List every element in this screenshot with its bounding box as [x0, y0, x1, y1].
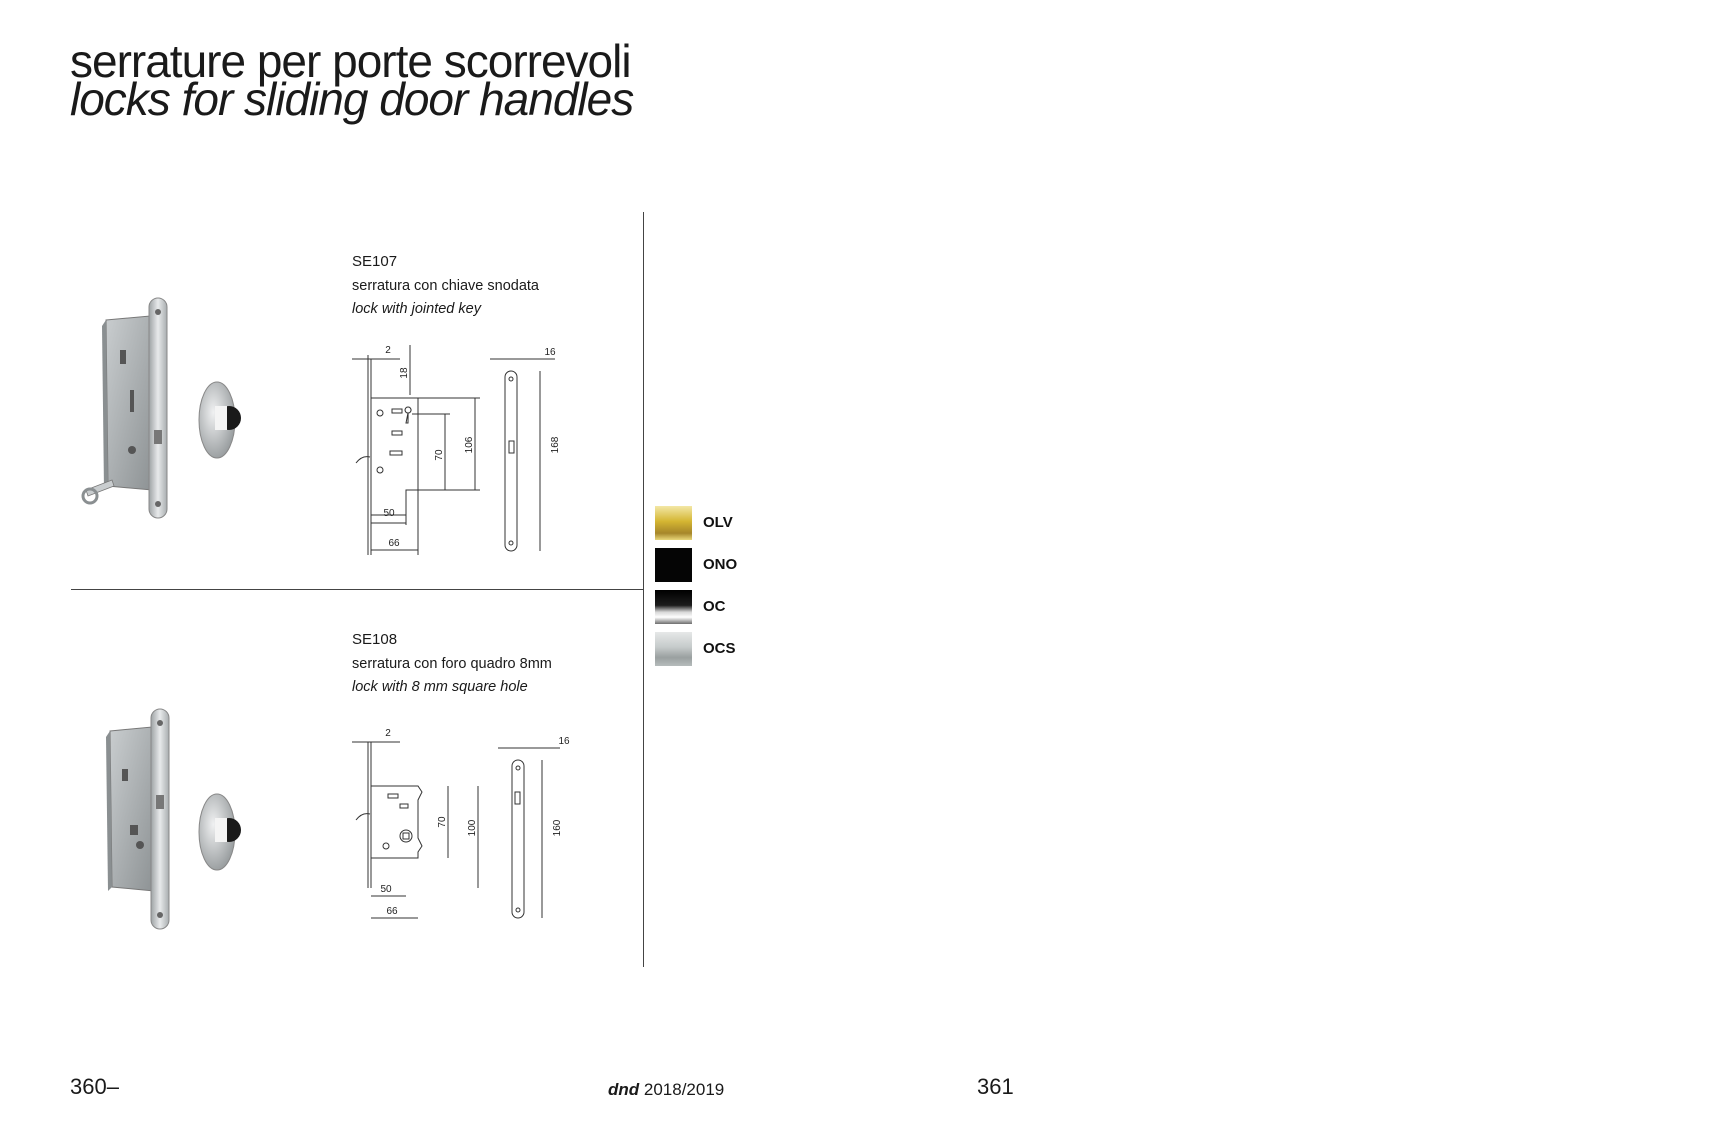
- page-number-left: 360–: [70, 1074, 119, 1099]
- dim-label: 50: [383, 508, 395, 519]
- product-1-pull-handle: [195, 378, 255, 463]
- product-1-description-en: lock with jointed key: [352, 301, 481, 317]
- dim-label: 168: [550, 436, 561, 454]
- dim-label: 2: [385, 345, 391, 356]
- dim-label: 50: [380, 884, 392, 895]
- dim-label: 70: [434, 449, 445, 461]
- horizontal-divider: [71, 589, 644, 590]
- dim-label: 100: [467, 819, 478, 837]
- product-1-code: SE107: [352, 253, 398, 270]
- finish-swatch-oc: [655, 590, 692, 624]
- finish-swatch-ono: [655, 548, 692, 582]
- dim-label: 2: [385, 728, 391, 739]
- dim-label: 66: [388, 538, 400, 549]
- page-title-english: locks for sliding door handles: [70, 73, 634, 125]
- product-2-description-it: serratura con foro quadro 8mm: [352, 656, 552, 672]
- dim-label: 16: [558, 736, 570, 747]
- page-number-right: 361: [977, 1074, 1014, 1099]
- dim-label: 106: [464, 436, 475, 454]
- finish-swatch-ocs: [655, 632, 692, 666]
- finish-label-olv: OLV: [703, 514, 733, 531]
- product-1-description-it: serratura con chiave snodata: [352, 278, 539, 294]
- catalog-year: 2018/2019: [643, 1080, 725, 1099]
- finish-label-ono: ONO: [703, 556, 738, 573]
- product-2-pull-handle: [195, 790, 255, 875]
- product-2-description-en: lock with 8 mm square hole: [352, 679, 528, 695]
- product-2-technical-drawing: [350, 728, 580, 928]
- finish-label-ocs: OCS: [703, 640, 736, 657]
- dim-label: 160: [552, 819, 563, 837]
- finish-label-oc: OC: [703, 598, 726, 615]
- brand-name: dnd: [608, 1080, 640, 1099]
- dim-label: 66: [386, 906, 398, 917]
- page-title-italian: serrature per porte scorrevoli: [70, 35, 631, 87]
- product-1-technical-drawing: [350, 345, 580, 565]
- product-2-code: SE108: [352, 631, 398, 648]
- brand-footer: [608, 1080, 724, 1100]
- dim-label: 70: [437, 816, 448, 828]
- finish-swatch-olv: [655, 506, 692, 540]
- dim-label: 16: [544, 347, 556, 358]
- dim-label: 18: [399, 367, 410, 379]
